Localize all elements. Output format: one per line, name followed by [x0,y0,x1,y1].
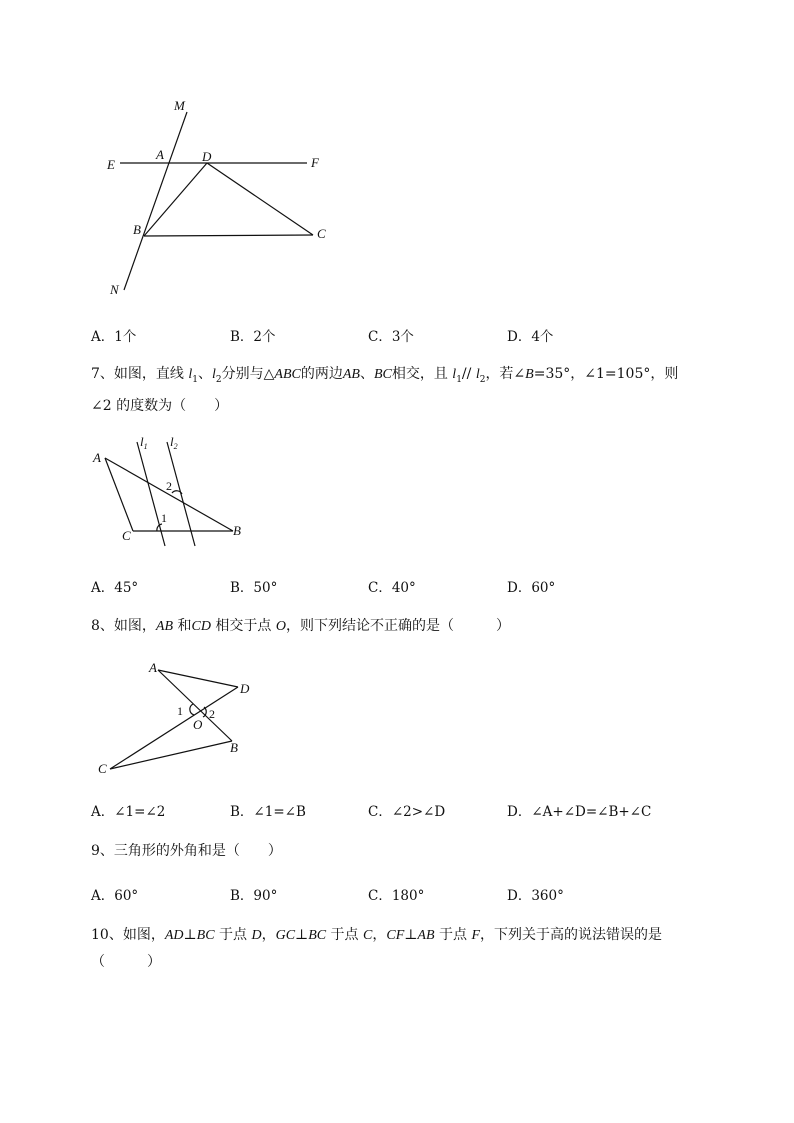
q6-option-d[interactable]: D．4个 [507,329,554,345]
label-b: B [230,740,238,755]
label-d: D [202,149,212,164]
line-mn [124,112,187,290]
q6-options [91,325,771,345]
segment-bd [144,163,207,236]
label-e: E [107,157,115,172]
label-angle-1: 1 [161,511,167,525]
q10-line-1: 10、如图，AD⊥BC 于点 D，GC⊥BC 于点 C，CF⊥AB 于点 F，下列关于高的说法错误的是 [91,927,662,943]
q7-option-d[interactable]: D．60° [507,580,556,596]
q8-options [91,800,771,820]
label-c: C [317,226,326,241]
q9-option-a[interactable]: A．60° [91,888,139,904]
label-c: C [98,761,107,776]
segment-dc [207,163,313,235]
label-n: N [110,282,119,297]
q6-option-a[interactable]: A．1个 [91,329,137,345]
q7-line-1: 7、如图，直线 $l_1$、$l_2$分别与△ABC的两边AB、BC相交，且 $l_1//$ $l_2$，若∠B=35°，∠1=105°，则 [91,366,679,385]
q6-figure [100,95,340,300]
q7-line-2: ∠2 的度数为（ ） [91,397,229,414]
segment-bc [144,235,313,236]
q9-option-c[interactable]: C．180° [368,888,425,904]
q9-option-d[interactable]: D．360° [507,888,564,904]
label-l1: $l_1$ [140,434,148,451]
q7-options [91,576,771,596]
q7-figure [90,432,250,547]
q8-option-b[interactable]: B．∠1=∠B [230,804,306,820]
label-f: F [311,155,319,170]
label-b: B [233,523,241,538]
angle-1-arc [190,704,194,715]
q9-options [91,884,771,904]
label-a: A [93,450,101,465]
label-d: D [240,681,250,696]
q7-option-c[interactable]: C．40° [368,580,416,596]
q10-line-2: （ ） [91,954,161,970]
label-a: A [156,147,164,162]
label-angle-2: 2 [209,707,215,721]
q6-option-c[interactable]: C．3个 [368,329,414,345]
q8-figure [90,655,265,780]
label-b: B [133,222,141,237]
q8-option-c[interactable]: C．∠2>∠D [368,804,446,820]
label-angle-2: 2 [166,479,172,493]
label-c: C [122,528,131,543]
segment-ac [105,458,133,531]
q8-question [91,613,741,640]
q8-option-d[interactable]: D．∠A+∠D=∠B+∠C [507,804,652,820]
label-angle-1: 1 [177,704,183,718]
q9-option-b[interactable]: B．90° [230,888,278,904]
q8-line-1: 8、如图，AB 和CD 相交于点 O，则下列结论不正确的是（ ） [91,618,510,634]
label-l2: $l_2$ [170,434,178,451]
q10-question [91,922,741,975]
label-m: M [174,98,185,113]
label-a: A [149,660,157,675]
q7-option-a[interactable]: A．45° [91,580,139,596]
q9-question [91,838,741,864]
q9-line-1: 9、三角形的外角和是（ ） [91,843,282,859]
q6-option-b[interactable]: B．2个 [230,329,276,345]
q8-option-a[interactable]: A．∠1=∠2 [91,804,166,820]
q7-option-b[interactable]: B．50° [230,580,278,596]
q7-question [91,361,741,419]
segment-cb [110,741,232,769]
label-o: O [193,717,203,732]
segment-ab [105,458,233,531]
segment-ad [158,670,238,687]
